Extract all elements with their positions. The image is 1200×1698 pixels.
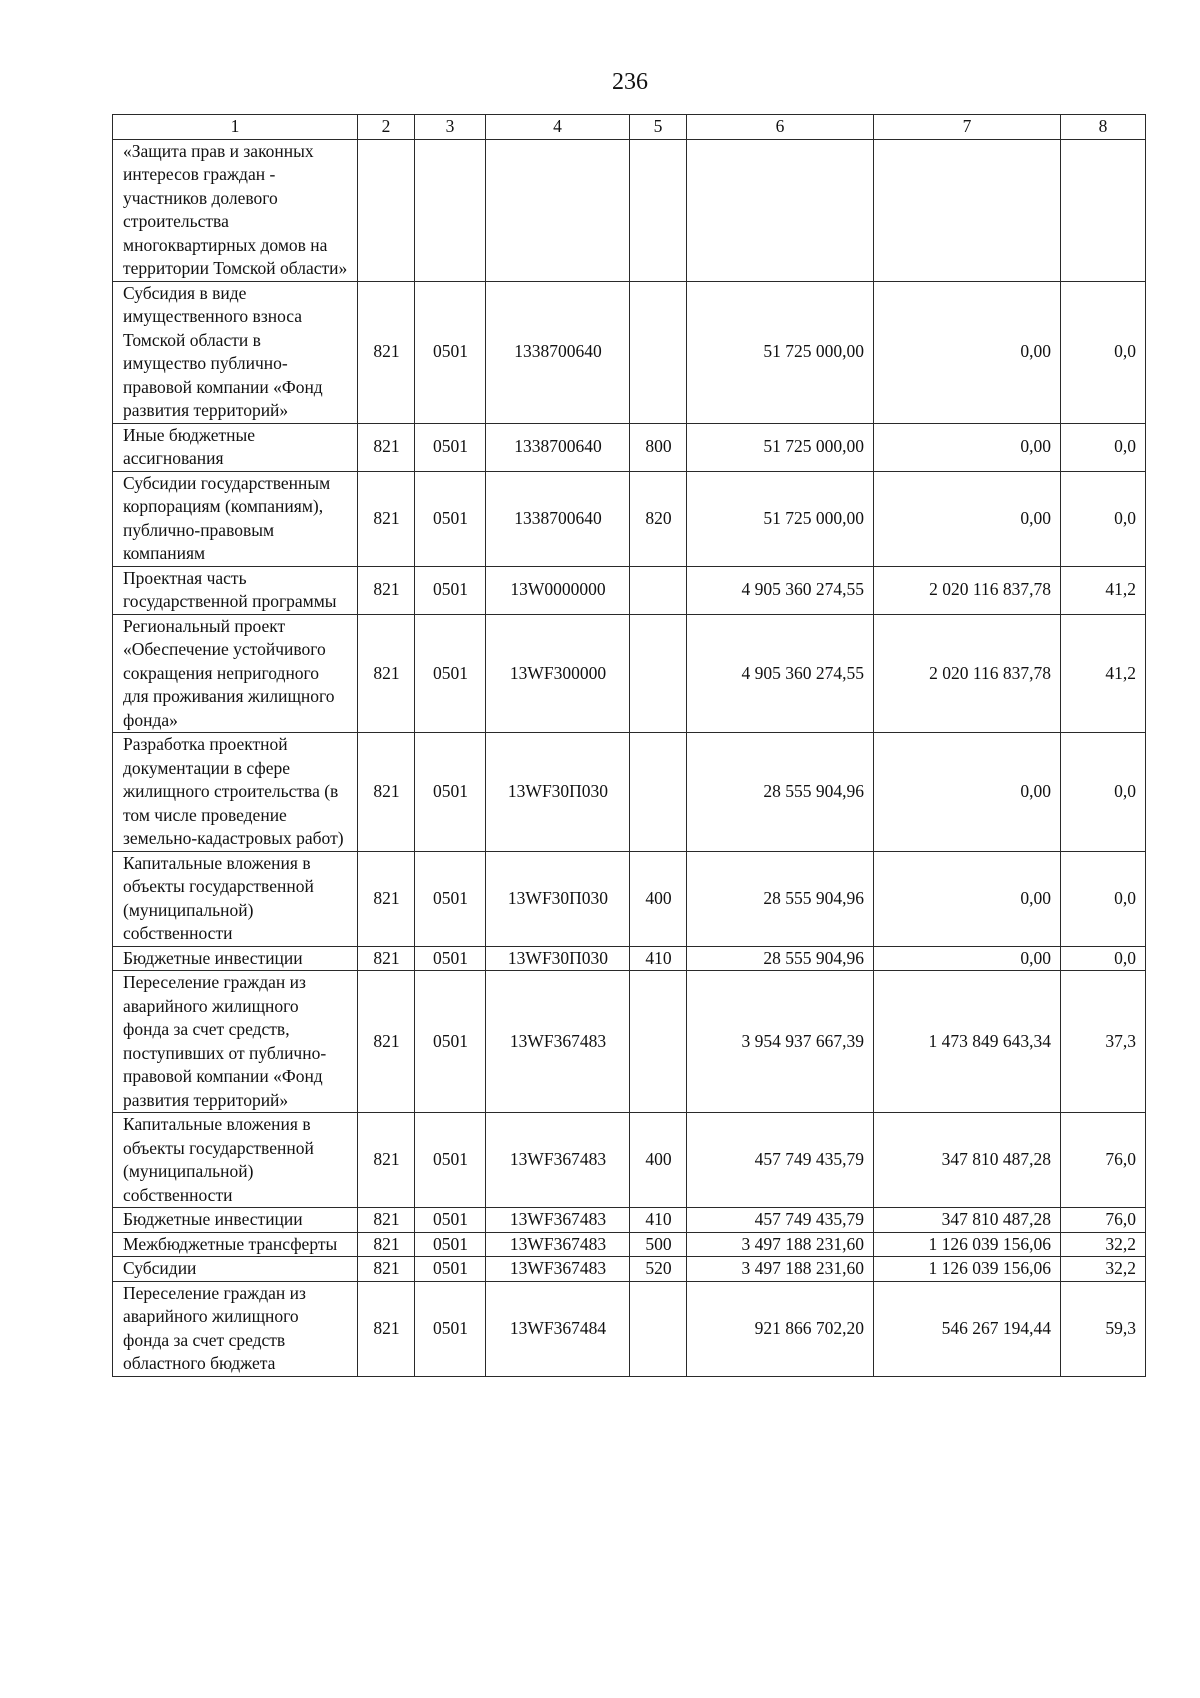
col-header-2: 2	[358, 115, 415, 140]
row-vr	[630, 281, 687, 423]
row-name: Проектная часть государственной программы	[113, 566, 358, 614]
table-row	[113, 946, 1146, 971]
row-rz	[415, 139, 486, 281]
row-gr: 821	[358, 1232, 415, 1257]
row-name: Переселение граждан из аварийного жилищного фонда за счет средств областного бюджета	[113, 1281, 358, 1376]
col-header-3: 3	[415, 115, 486, 140]
row-vr: 410	[630, 1208, 687, 1233]
row-fact: 2 020 116 837,78	[874, 566, 1061, 614]
row-gr: 821	[358, 614, 415, 733]
row-csr	[486, 139, 630, 281]
row-vr: 400	[630, 851, 687, 946]
row-pct: 37,3	[1061, 971, 1146, 1113]
row-csr: 13WF30П030	[486, 733, 630, 852]
table-row	[113, 423, 1146, 471]
row-gr: 821	[358, 946, 415, 971]
row-name: Субсидии государственным корпорациям (компаниям), публично-правовым компаниям	[113, 471, 358, 566]
row-plan: 51 725 000,00	[687, 471, 874, 566]
row-gr: 821	[358, 971, 415, 1113]
row-fact: 0,00	[874, 851, 1061, 946]
row-gr: 821	[358, 1208, 415, 1233]
table-row	[113, 614, 1146, 733]
row-rz: 0501	[415, 423, 486, 471]
table-row	[113, 971, 1146, 1113]
row-name: Бюджетные инвестиции	[113, 1208, 358, 1233]
row-pct: 76,0	[1061, 1208, 1146, 1233]
row-plan: 28 555 904,96	[687, 946, 874, 971]
row-rz: 0501	[415, 1232, 486, 1257]
row-gr: 821	[358, 1257, 415, 1282]
row-gr: 821	[358, 851, 415, 946]
row-fact: 0,00	[874, 423, 1061, 471]
row-csr: 13WF367484	[486, 1281, 630, 1376]
row-fact: 0,00	[874, 281, 1061, 423]
row-plan: 51 725 000,00	[687, 281, 874, 423]
row-csr: 13WF367483	[486, 1232, 630, 1257]
row-gr: 821	[358, 281, 415, 423]
row-pct: 59,3	[1061, 1281, 1146, 1376]
row-vr: 500	[630, 1232, 687, 1257]
row-rz: 0501	[415, 1113, 486, 1208]
row-rz: 0501	[415, 566, 486, 614]
col-header-8: 8	[1061, 115, 1146, 140]
row-plan: 28 555 904,96	[687, 733, 874, 852]
row-pct: 32,2	[1061, 1257, 1146, 1282]
row-vr	[630, 733, 687, 852]
table-row	[113, 851, 1146, 946]
col-header-1: 1	[113, 115, 358, 140]
row-rz: 0501	[415, 971, 486, 1113]
row-pct: 76,0	[1061, 1113, 1146, 1208]
row-plan: 51 725 000,00	[687, 423, 874, 471]
table-row	[113, 1113, 1146, 1208]
row-csr: 13W0000000	[486, 566, 630, 614]
row-plan	[687, 139, 874, 281]
row-vr	[630, 971, 687, 1113]
row-name: Капитальные вложения в объекты государственной (муниципальной) собственности	[113, 851, 358, 946]
row-gr	[358, 139, 415, 281]
row-plan: 3 497 188 231,60	[687, 1257, 874, 1282]
row-vr: 820	[630, 471, 687, 566]
col-header-5: 5	[630, 115, 687, 140]
row-name: Иные бюджетные ассигнования	[113, 423, 358, 471]
table-row	[113, 566, 1146, 614]
row-csr: 13WF367483	[486, 1208, 630, 1233]
row-vr: 400	[630, 1113, 687, 1208]
row-plan: 4 905 360 274,55	[687, 566, 874, 614]
row-plan: 457 749 435,79	[687, 1208, 874, 1233]
row-name: Капитальные вложения в объекты государственной (муниципальной) собственности	[113, 1113, 358, 1208]
col-header-6: 6	[687, 115, 874, 140]
row-plan: 4 905 360 274,55	[687, 614, 874, 733]
row-plan: 457 749 435,79	[687, 1113, 874, 1208]
row-name: Региональный проект «Обеспечение устойчивого сокращения непригодного для проживания жилищного фонда»	[113, 614, 358, 733]
row-fact: 0,00	[874, 733, 1061, 852]
row-rz: 0501	[415, 1257, 486, 1282]
row-fact	[874, 139, 1061, 281]
page-number: 236	[612, 69, 648, 95]
header-row	[113, 115, 1146, 140]
row-pct: 41,2	[1061, 614, 1146, 733]
row-rz: 0501	[415, 1208, 486, 1233]
row-gr: 821	[358, 733, 415, 852]
col-header-7: 7	[874, 115, 1061, 140]
row-csr: 1338700640	[486, 423, 630, 471]
table-row	[113, 1257, 1146, 1282]
row-pct: 0,0	[1061, 733, 1146, 852]
row-plan: 3 497 188 231,60	[687, 1232, 874, 1257]
row-pct	[1061, 139, 1146, 281]
table-row	[113, 1281, 1146, 1376]
row-pct: 0,0	[1061, 281, 1146, 423]
row-pct: 0,0	[1061, 946, 1146, 971]
row-fact: 347 810 487,28	[874, 1113, 1061, 1208]
row-fact: 546 267 194,44	[874, 1281, 1061, 1376]
row-name: Разработка проектной документации в сфере жилищного строительства (в том числе проведение земельно-кадастровых работ)	[113, 733, 358, 852]
row-csr: 13WF300000	[486, 614, 630, 733]
row-rz: 0501	[415, 733, 486, 852]
row-fact: 0,00	[874, 471, 1061, 566]
row-rz: 0501	[415, 614, 486, 733]
row-vr	[630, 139, 687, 281]
row-fact: 0,00	[874, 946, 1061, 971]
row-plan: 921 866 702,20	[687, 1281, 874, 1376]
row-gr: 821	[358, 423, 415, 471]
row-pct: 41,2	[1061, 566, 1146, 614]
table-row	[113, 1232, 1146, 1257]
row-pct: 0,0	[1061, 471, 1146, 566]
row-vr: 410	[630, 946, 687, 971]
row-fact: 2 020 116 837,78	[874, 614, 1061, 733]
table-row	[113, 1208, 1146, 1233]
row-csr: 13WF367483	[486, 1257, 630, 1282]
row-name: Переселение граждан из аварийного жилищного фонда за счет средств, поступивших от публично-правовой компании «Фонд развития территорий»	[113, 971, 358, 1113]
row-fact: 1 126 039 156,06	[874, 1232, 1061, 1257]
row-plan: 28 555 904,96	[687, 851, 874, 946]
row-name: Субсидия в виде имущественного взноса Томской области в имущество публично-правовой компании «Фонд развития территорий»	[113, 281, 358, 423]
row-fact: 347 810 487,28	[874, 1208, 1061, 1233]
row-csr: 1338700640	[486, 471, 630, 566]
row-csr: 13WF30П030	[486, 851, 630, 946]
row-gr: 821	[358, 1113, 415, 1208]
row-fact: 1 473 849 643,34	[874, 971, 1061, 1113]
budget-table	[112, 114, 1146, 1377]
row-vr: 520	[630, 1257, 687, 1282]
row-plan: 3 954 937 667,39	[687, 971, 874, 1113]
row-csr: 13WF367483	[486, 971, 630, 1113]
row-fact: 1 126 039 156,06	[874, 1257, 1061, 1282]
row-rz: 0501	[415, 851, 486, 946]
row-rz: 0501	[415, 281, 486, 423]
table-row	[113, 139, 1146, 281]
row-gr: 821	[358, 1281, 415, 1376]
row-pct: 32,2	[1061, 1232, 1146, 1257]
col-header-4: 4	[486, 115, 630, 140]
row-name: Бюджетные инвестиции	[113, 946, 358, 971]
row-gr: 821	[358, 471, 415, 566]
table-row	[113, 281, 1146, 423]
row-name: «Защита прав и законных интересов граждан - участников долевого строительства многоквартирных домов на территории Томской области»	[113, 139, 358, 281]
row-name: Субсидии	[113, 1257, 358, 1282]
row-pct: 0,0	[1061, 851, 1146, 946]
table-row	[113, 471, 1146, 566]
row-pct: 0,0	[1061, 423, 1146, 471]
row-vr	[630, 566, 687, 614]
row-rz: 0501	[415, 946, 486, 971]
row-rz: 0501	[415, 471, 486, 566]
table-row	[113, 733, 1146, 852]
row-vr: 800	[630, 423, 687, 471]
row-vr	[630, 614, 687, 733]
row-csr: 1338700640	[486, 281, 630, 423]
row-csr: 13WF30П030	[486, 946, 630, 971]
row-name: Межбюджетные трансферты	[113, 1232, 358, 1257]
row-rz: 0501	[415, 1281, 486, 1376]
row-vr	[630, 1281, 687, 1376]
row-gr: 821	[358, 566, 415, 614]
row-csr: 13WF367483	[486, 1113, 630, 1208]
